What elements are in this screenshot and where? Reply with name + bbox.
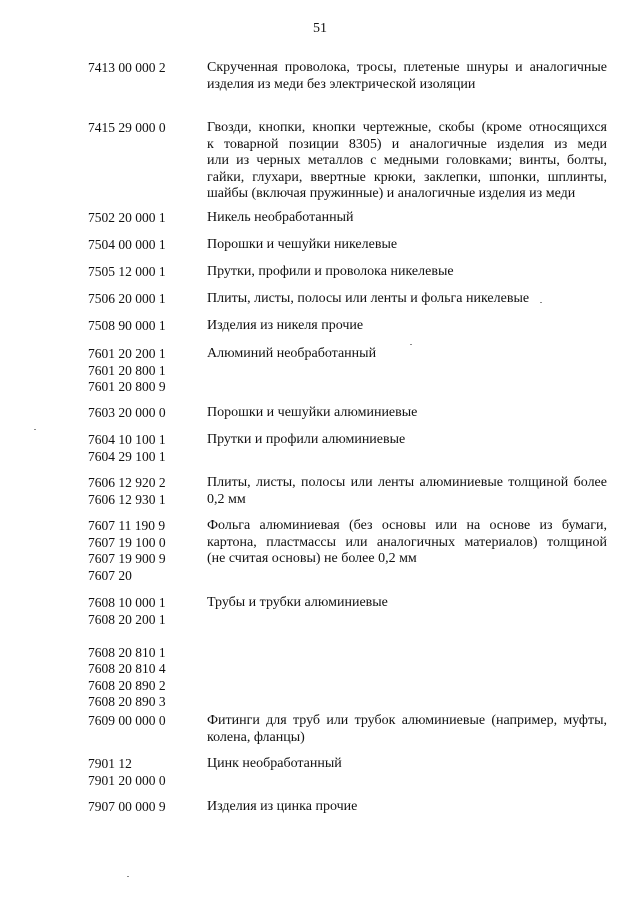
tariff-code: 7601 20 800 9 [88,379,166,394]
tariff-code: 7609 00 000 0 [88,713,166,728]
tariff-code: 7607 11 190 9 [88,518,166,533]
scan-speck [34,429,36,430]
tariff-codes [88,475,200,508]
tariff-codes [88,432,200,465]
tariff-codes [88,291,200,308]
description-line: изделия из меди без электрической изоляции [207,76,476,92]
tariff-codes [88,120,200,137]
description-line: Изделия из никеля прочие [207,318,364,333]
item-description [207,518,607,568]
tariff-codes [88,713,200,730]
description-line: картона, пластмассы или аналогичных материалов) толщиной [207,534,607,550]
tariff-code: 7907 00 000 9 [88,799,166,814]
item-description [207,432,607,449]
tariff-codes [88,799,200,816]
scan-speck [410,344,412,345]
description-line: Гвозди, кнопки, кнопки чертежные, скобы (кроме относящихся [207,120,607,135]
tariff-code: 7607 19 900 9 [88,551,166,566]
item-description [207,799,607,816]
item-description [207,60,607,93]
description-line: Цинк необработанный [207,756,342,771]
item-description [207,756,607,773]
tariff-codes [88,595,200,711]
description-line: гайки, глухари, ввертные крюки, заклепки, шпонки, шплинты, [207,169,607,185]
tariff-code: 7608 20 200 1 [88,611,166,627]
tariff-code: 7608 20 890 3 [88,694,166,709]
item-description [207,713,607,746]
item-description [207,475,607,508]
tariff-code: 7901 20 000 0 [88,772,166,788]
item-description [207,120,607,203]
tariff-code: 7603 20 000 0 [88,405,166,420]
tariff-codes [88,237,200,254]
item-description [207,237,607,254]
tariff-code: 7601 20 800 1 [88,362,166,378]
scan-speck [540,302,542,303]
tariff-codes [88,346,200,396]
description-line: Скрученная проволока, тросы, плетеные шнуры и аналогичные [207,60,607,75]
description-line: 0,2 мм [207,491,246,507]
item-description [207,264,607,281]
description-line: Изделия из цинка прочие [207,799,358,814]
tariff-codes [88,518,200,584]
tariff-codes [88,405,200,422]
description-line: Трубы и трубки алюминиевые [207,595,388,610]
tariff-code: 7604 10 100 1 [88,432,166,447]
tariff-code: 7608 20 810 4 [88,661,166,676]
tariff-code: 7506 20 000 1 [88,291,166,306]
item-description [207,405,607,422]
tariff-code: 7505 12 000 1 [88,264,166,279]
description-line: Фитинги для труб или трубок алюминиевые (например, муфты, [207,713,607,728]
tariff-codes [88,264,200,281]
tariff-codes [88,318,200,335]
tariff-codes [88,756,200,789]
description-line: Плиты, листы, полосы или ленты и фольга никелевые [207,291,530,306]
item-description [207,318,607,335]
description-line: (не считая основы) не более 0,2 мм [207,551,417,566]
item-description [207,210,607,227]
description-line: Прутки и профили алюминиевые [207,432,406,447]
tariff-code: 7604 29 100 1 [88,448,166,464]
tariff-code: 7608 20 810 1 [88,644,166,660]
tariff-code: 7608 20 890 2 [88,677,166,693]
description-line: колена, фланцы) [207,729,305,745]
item-description [207,346,607,363]
tariff-code: 7606 12 930 1 [88,491,166,507]
description-line: или из черных металлов с медными головками; винты, болты, [207,153,607,168]
page-number: 51 [313,21,327,36]
tariff-code: 7601 20 200 1 [88,346,166,361]
tariff-code: 7415 29 000 0 [88,120,166,135]
tariff-code: 7504 00 000 1 [88,237,166,252]
tariff-code: 7901 12 [88,756,132,771]
scan-speck [127,876,129,877]
tariff-codes [88,60,200,77]
description-line: Фольга алюминиевая (без основы или на основе из бумаги, [207,518,607,533]
description-line: Порошки и чешуйки алюминиевые [207,405,418,420]
description-line: к товарной позиции 8305) и аналогичные изделия из меди [207,136,607,152]
tariff-code: 7607 20 [88,567,132,583]
description-line: Порошки и чешуйки никелевые [207,237,398,252]
tariff-code: 7608 10 000 1 [88,595,166,610]
description-line: Алюминий необработанный [207,346,377,361]
description-line: Никель необработанный [207,210,354,225]
tariff-code: 7413 00 000 2 [88,60,166,75]
tariff-code: 7502 20 000 1 [88,210,166,225]
tariff-code: 7607 19 100 0 [88,534,166,550]
description-line: Прутки, профили и проволока никелевые [207,264,454,279]
tariff-code: 7606 12 920 2 [88,475,166,490]
item-description [207,595,607,612]
description-line: Плиты, листы, полосы или ленты алюминиевые толщиной более [207,475,607,490]
tariff-code: 7508 90 000 1 [88,318,166,333]
item-description [207,291,607,308]
tariff-codes [88,210,200,227]
description-line: шайбы (включая пружинные) и аналогичные изделия из меди [207,186,576,201]
